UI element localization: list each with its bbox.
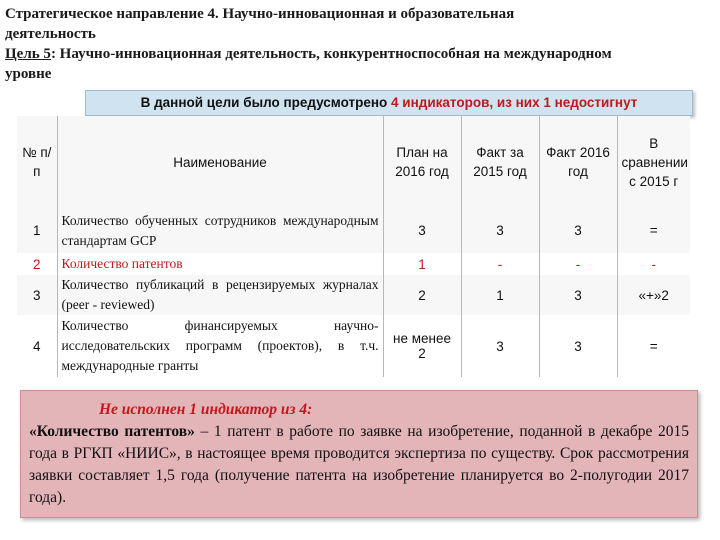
row-no: 4 — [17, 315, 57, 377]
banner-highlight: 4 индикаторов, из них 1 недостигнут — [391, 95, 638, 110]
table-row — [17, 208, 690, 253]
row-fact-2015: 3 — [461, 208, 539, 253]
header-compare: В сравнении с 2015 г — [617, 116, 690, 208]
row-plan: не менее 2 — [383, 315, 461, 377]
row-compare: = — [617, 208, 690, 253]
goal-text: : Научно-инновационная деятельность, конкурентноспособная на международном — [50, 46, 612, 62]
header-name: Наименование — [57, 116, 383, 208]
row-fact-2015: 3 — [461, 315, 539, 377]
unmet-indicator-note — [20, 390, 698, 518]
row-fact-2015: - — [461, 253, 539, 275]
strategic-direction-line2: деятельность — [5, 26, 96, 42]
header-fact-2015: Факт за 2015 год — [461, 116, 539, 208]
row-compare: «+»2 — [617, 275, 690, 315]
table-header-row — [17, 116, 690, 208]
banner-prefix: В данной цели было предусмотрено — [140, 95, 392, 110]
row-compare: - — [617, 253, 690, 275]
goal-label: Цель 5 — [5, 46, 51, 62]
row-fact-2016: 3 — [539, 315, 617, 377]
table-row — [17, 253, 690, 275]
header-fact-2016: Факт 2016 год — [539, 116, 617, 208]
row-no: 2 — [17, 253, 57, 275]
goal-line — [5, 44, 710, 64]
indicators-table — [17, 116, 690, 377]
row-compare: = — [617, 315, 690, 377]
row-fact-2016: 3 — [539, 208, 617, 253]
header-no: № п/п — [17, 116, 57, 208]
row-name: Количество обученных сотрудников международным стандартам GCP — [57, 208, 383, 253]
row-fact-2015: 1 — [461, 275, 539, 315]
strategic-direction-line1: Стратегическое направление 4. Научно-инновационная и образовательная — [5, 6, 515, 22]
row-plan: 3 — [383, 208, 461, 253]
row-plan: 2 — [383, 275, 461, 315]
note-text: – 1 патент в работе по заявке на изобретение, поданной в декабре 2015 года в РГКП «НИИС», в настоящее время проводится экспертиза по существу. Срок рассмотрения заявки составляет 1,5 года (получение патента на изобретение планируется во 2-полугодии 2017 года). — [29, 423, 689, 506]
slide-header — [5, 4, 710, 84]
row-fact-2016: - — [539, 253, 617, 275]
row-plan: 1 — [383, 253, 461, 275]
row-name: Количество патентов — [57, 253, 383, 275]
table-row — [17, 275, 690, 315]
row-fact-2016: 3 — [539, 275, 617, 315]
row-name: Количество публикаций в рецензируемых журналах (peer - reviewed) — [57, 275, 383, 315]
note-bold-part: «Количество патентов» — [29, 423, 195, 440]
indicators-summary-banner — [85, 90, 693, 116]
note-title: Не исполнен 1 индикатор из 4: — [99, 401, 313, 418]
row-name: Количество финансируемых научно-исследовательских программ (проектов), в т.ч. международные гранты — [57, 315, 383, 377]
row-no: 1 — [17, 208, 57, 253]
row-no: 3 — [17, 275, 57, 315]
goal-line-end: уровне — [5, 66, 52, 82]
header-plan: План на 2016 год — [383, 116, 461, 208]
table-row — [17, 315, 690, 377]
